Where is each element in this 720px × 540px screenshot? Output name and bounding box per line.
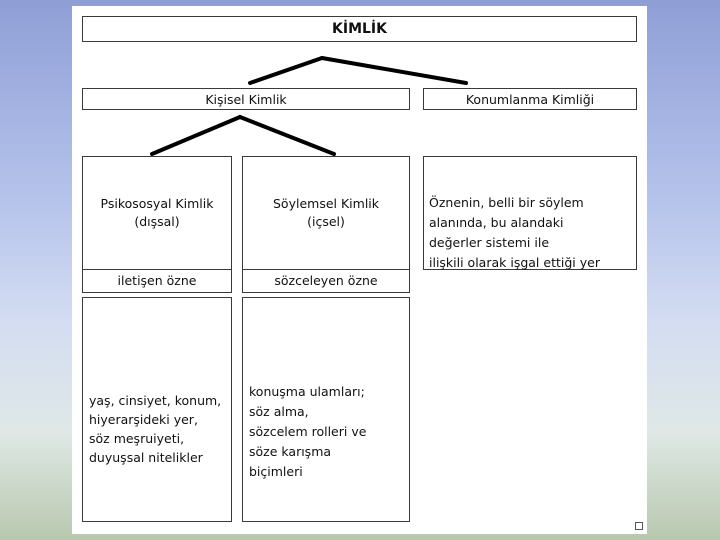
soylemsel-kimlik-label: Söylemsel Kimlik (içsel): [273, 196, 379, 229]
sozceleyen-ozne-box: [242, 269, 410, 293]
kimlik-title: KİMLİK: [332, 21, 387, 37]
psikososyal-traits-box: [82, 297, 232, 522]
kisisel-kimlik-label: Kişisel Kimlik: [205, 91, 287, 107]
connector-kisisel-to-psiko: [152, 117, 240, 154]
kisisel-kimlik-box: [82, 88, 410, 110]
kimlik-title-box: [82, 16, 637, 42]
slide: [72, 6, 647, 534]
connector-kisisel-to-soylem: [240, 117, 334, 154]
psikososyal-kimlik-box: [82, 156, 232, 270]
connector-title-to-kisisel: [250, 58, 322, 83]
konumlanma-description-box: [423, 156, 637, 270]
corner-square-icon: [635, 522, 643, 530]
iletisen-ozne-box: [82, 269, 232, 293]
sozceleyen-ozne-label: sözceleyen özne: [274, 273, 378, 288]
psikososyal-traits: yaş, cinsiyet, konum, hiyerarşideki yer, söz meşruiyeti, duyuşsal nitelikler: [89, 393, 222, 465]
konumlanma-description: Öznenin, belli bir söylem alanında, bu alandaki değerler sistemi ile ilişkili olarak işgal ettiği yer: [429, 195, 600, 270]
soylemsel-kimlik-box: [242, 156, 410, 270]
connector-title-to-konum: [322, 58, 466, 83]
soylemsel-traits: konuşma ulamları; söz alma, sözcelem rolleri ve söze karışma biçimleri: [249, 384, 367, 479]
psikososyal-kimlik-label: Psikososyal Kimlik (dışsal): [100, 196, 214, 229]
konumlanma-kimligi-box: [423, 88, 637, 110]
konumlanma-kimligi-label: Konumlanma Kimliği: [465, 91, 595, 107]
soylemsel-traits-box: [242, 297, 410, 522]
iletisen-ozne-label: iletişen özne: [117, 273, 197, 288]
page-number: 15: [590, 509, 602, 519]
